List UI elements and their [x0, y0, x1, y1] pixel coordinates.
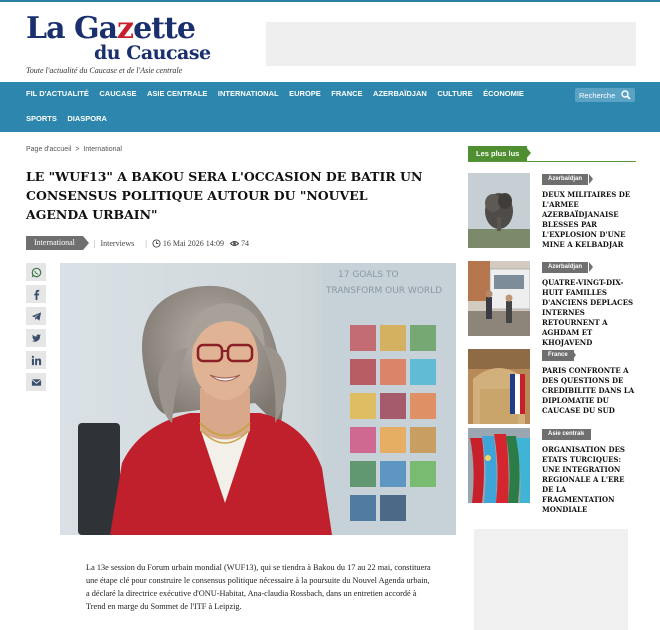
- item-category-arrow: [589, 174, 593, 184]
- item-title[interactable]: ORGANISATION DES ETATS TURCIQUES: UNE INTEGRATION REGIONALE A L'ERE DE LA FRAGMENTATION MONDIALE: [542, 445, 625, 514]
- logo-subtitle: du Caucase: [94, 42, 211, 64]
- thumbnail-paris: [468, 349, 530, 424]
- item-category-arrow: [584, 429, 588, 439]
- article-views: [230, 239, 249, 248]
- most-read-item[interactable]: [468, 173, 636, 249]
- item-category-tag[interactable]: France: [542, 350, 574, 361]
- item-title[interactable]: PARIS CONFRONTE A DES QUESTIONS DE CREDIBILITE DANS LA DIPLOMATIE DU CAUCASE DU SUD: [542, 366, 635, 415]
- logo-title: [26, 11, 226, 46]
- item-title[interactable]: DEUX MILITAIRES DE L'ARMEE AZERBAÏDJANAISE BLESSES PAR L'EXPLOSION D'UNE MINE A KELBADJAR: [542, 190, 631, 249]
- site-header: [0, 0, 660, 82]
- meta-separator: |: [145, 238, 147, 248]
- article-date-text: 16 Mai 2026 14:09: [162, 238, 224, 248]
- most-read-item[interactable]: [468, 349, 636, 425]
- most-read-arrow: [525, 146, 531, 160]
- nav-item-france[interactable]: FRANCE: [331, 89, 363, 98]
- thumbnail-explosion: [468, 173, 530, 248]
- whatsapp-share-button[interactable]: [26, 263, 46, 281]
- article-date: [152, 239, 224, 248]
- poster-text-2: TRANSFORM OUR WORLD: [326, 286, 443, 296]
- site-logo[interactable]: [26, 11, 226, 75]
- article-meta: [26, 236, 255, 250]
- main-navigation: [0, 82, 660, 132]
- breadcrumb-separator: >: [75, 146, 80, 153]
- article-views-count: 74: [240, 238, 249, 248]
- nav-item-caucase[interactable]: CAUCASE: [99, 89, 137, 98]
- clock-icon: [152, 239, 161, 248]
- logo-text-c: ette: [133, 11, 195, 46]
- breadcrumb-current[interactable]: International: [83, 146, 122, 153]
- telegram-share-button[interactable]: [26, 307, 46, 325]
- nav-row-2: [26, 114, 117, 123]
- most-read-item[interactable]: [468, 261, 636, 347]
- item-category-tag[interactable]: Azerbaïdjan: [542, 262, 588, 273]
- linkedin-share-button[interactable]: [26, 351, 46, 369]
- nav-item-azerbaidjan[interactable]: AZERBAÏDJAN: [373, 89, 427, 98]
- logo-text-a: La Ga: [26, 11, 118, 46]
- telegram-icon: [31, 311, 42, 322]
- article-hero-image: [60, 263, 456, 535]
- twitter-icon: [31, 333, 42, 344]
- share-bar: [26, 263, 46, 391]
- most-read-title: Les plus lus: [468, 146, 527, 161]
- article-type[interactable]: [100, 239, 134, 248]
- item-title[interactable]: QUATRE-VINGT-DIX-HUIT FAMILLES D'ANCIENS DEPLACES INTERNES RETOURNENT A AGHDAM ET KHOJAVEND: [542, 278, 634, 347]
- search-box: [575, 88, 635, 102]
- nav-item-europe[interactable]: EUROPE: [289, 89, 321, 98]
- item-category-arrow: [572, 350, 576, 360]
- nav-item-sports[interactable]: SPORTS: [26, 114, 57, 123]
- linkedin-icon: [31, 355, 42, 366]
- article-type-label: Interviews: [100, 238, 135, 248]
- header-ad-banner[interactable]: [266, 22, 636, 66]
- nav-item-diaspora[interactable]: DIASPORA: [67, 114, 107, 123]
- nav-item-culture[interactable]: CULTURE: [437, 89, 473, 98]
- most-read-header: [468, 146, 636, 162]
- item-category-arrow: [589, 262, 593, 272]
- thumbnail-families: [468, 261, 530, 336]
- category-tag[interactable]: International: [26, 236, 83, 250]
- nav-item-economie[interactable]: ÉCONOMIE: [483, 89, 524, 98]
- category-tag-arrow: [83, 236, 89, 250]
- article-title: LE "WUF13" A BAKOU SERA L'OCCASION DE BATIR UN CONSENSUS POLITIQUE AUTOUR DU "NOUVEL AGENDA URBAIN": [26, 169, 423, 222]
- sidebar-ad-box[interactable]: [474, 529, 628, 630]
- nav-row-1: [26, 89, 534, 98]
- search-input[interactable]: [579, 91, 621, 100]
- item-category-tag[interactable]: Asie centrale: [542, 429, 591, 440]
- hero-photo: [60, 263, 456, 535]
- facebook-share-button[interactable]: [26, 285, 46, 303]
- whatsapp-icon: [31, 267, 42, 278]
- search-icon[interactable]: [621, 90, 631, 100]
- thumbnail-flags: [468, 428, 530, 503]
- logo-text-accent: z: [117, 11, 134, 46]
- nav-item-asie-centrale[interactable]: ASIE CENTRALE: [146, 89, 208, 98]
- email-share-button[interactable]: [26, 373, 46, 391]
- nav-item-fil-actualite[interactable]: FIL D'ACTUALITÉ: [26, 89, 89, 98]
- logo-tagline: Toute l'actualité du Caucase et de l'Asie centrale: [26, 66, 183, 75]
- breadcrumb-home[interactable]: Page d'accueil: [26, 146, 72, 153]
- nav-item-international[interactable]: INTERNATIONAL: [217, 89, 279, 98]
- poster-text-1: 17 GOALS TO: [338, 270, 399, 280]
- breadcrumb: [26, 146, 122, 153]
- item-category-tag[interactable]: Azerbaïdjan: [542, 174, 588, 185]
- meta-separator: |: [93, 238, 96, 248]
- email-icon: [31, 377, 42, 388]
- facebook-icon: [31, 289, 42, 300]
- eye-icon: [230, 239, 239, 248]
- article-body: La 13e session du Forum urbain mondial (WUF13), qui se tiendra à Bakou du 17 au 22 mai, constituera une étape clé pour construire le consensus politique nécessaire à la poursuite du Nouvel Agenda urbain, a déclaré la directrice exécutive d'ONU-Habitat, Ana-claudia Rossbach, dans un entretien accordé à Trend en marge du Sommet de l'ITF à Leipzig.: [86, 563, 431, 611]
- twitter-share-button[interactable]: [26, 329, 46, 347]
- most-read-item[interactable]: [468, 428, 636, 514]
